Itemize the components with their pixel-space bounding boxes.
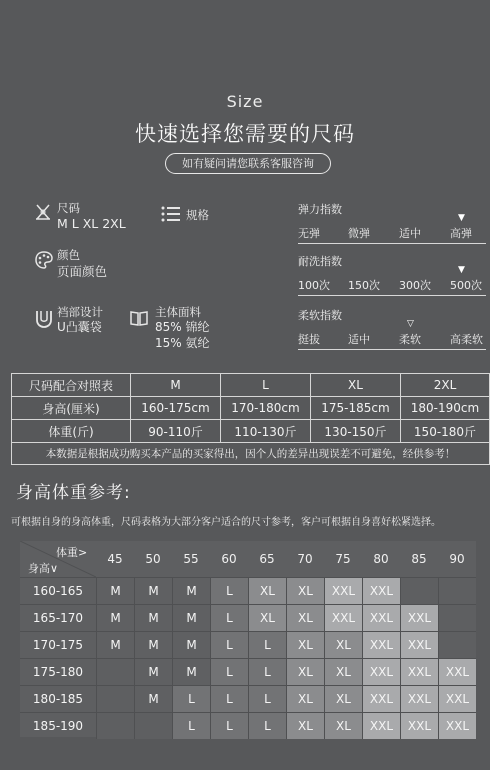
size-grid-cell [96,658,134,685]
size-grid-cell: M [134,577,172,604]
weight-header: 70 [297,552,313,566]
size-grid-cell: XL [286,604,324,631]
size-table-footnote-row [12,443,490,465]
fabric-composition-2: 15% 氨纶 [155,336,210,350]
size-grid-cell [134,712,172,739]
size-grid-cell: M [134,604,172,631]
weight-header: 50 [145,552,161,566]
scale-title: 耐洗指数 [298,255,342,268]
size-grid-cell: L [248,712,286,739]
size-table-title: 尺码配合对照表 [12,374,131,397]
size-grid-cell: XL [286,577,324,604]
size-grid-cell: XL [286,658,324,685]
size-grid-cell [438,631,476,658]
size-grid-cell [438,577,476,604]
color-value: 页面颜色 [57,264,108,279]
size-grid-cell: XXL [362,685,400,712]
table-cell: 130-150斤 [311,420,401,443]
size-grid-cell: L [210,685,248,712]
size-grid-cell: XXL [438,685,476,712]
height-row-label: 165-170 [20,604,96,631]
size-table-header-row [12,374,490,397]
scale-selected-marker-icon: ▼ [458,265,465,275]
crotch-design-label: 裆部设计 [57,305,103,319]
list-icon [161,206,181,226]
scale-option: 适中 [399,227,421,240]
fabric-composition-1: 85% 锦纶 [155,320,210,334]
size-grid-cell: XL [248,604,286,631]
size-grid-cell: XXL [362,577,400,604]
row-label-weight: 体重(斤) [12,420,131,443]
size-grid-cell: L [248,658,286,685]
table-cell: 175-185cm [311,397,401,420]
weight-header: 65 [259,552,275,566]
scale-option: 150次 [348,279,380,292]
size-col-l: L [221,374,311,397]
size-table-footnote: 本数据是根据成功购买本产品的买家得出，因个人的差异出现误差不可避免，经供参考！ [12,443,490,465]
size-grid-cell: M [172,658,210,685]
table-cell: 110-130斤 [221,420,311,443]
scale-option: 柔软 [399,333,421,346]
weight-header: 60 [221,552,237,566]
size-grid-cell: L [172,685,210,712]
size-label: 尺码 [57,201,80,215]
size-grid-cell: M [172,631,210,658]
size-grid-cell: M [134,658,172,685]
size-col-xl: XL [311,374,401,397]
weight-header: 75 [335,552,351,566]
size-grid-cell: XXL [400,631,438,658]
height-weight-grid [20,541,476,737]
corner-height-label: 身高∨ [28,562,59,575]
size-grid-cell [400,577,438,604]
size-grid-cell: L [210,658,248,685]
size-grid-cell: L [210,631,248,658]
size-grid-cell: L [210,604,248,631]
size-grid-cell: XXL [362,712,400,739]
scale-divider [298,349,486,350]
contact-service-note: 如有疑问请您联系客服咨询 [165,153,331,174]
size-grid-cell: XXL [362,604,400,631]
size-grid-cell: XXL [362,631,400,658]
weight-header: 55 [183,552,199,566]
size-grid-cell: XL [324,712,362,739]
corner-weight-label: 体重> [56,546,88,559]
size-grid-cell: XL [324,685,362,712]
scale-option: 500次 [450,279,482,292]
book-icon [130,310,148,330]
page-title: 快速选择您需要的尺码 [135,122,355,146]
size-grid-cell: XXL [438,658,476,685]
size-grid-cell: XL [286,712,324,739]
size-table-row [12,420,490,443]
weight-header: 85 [411,552,427,566]
size-grid-cell: XXL [400,712,438,739]
size-grid-cell: XL [248,577,286,604]
size-grid-cell [96,712,134,739]
size-grid-cell: L [248,631,286,658]
size-grid-cell: XXL [400,658,438,685]
size-grid-cell: XXL [438,712,476,739]
size-grid-cell: XXL [400,604,438,631]
size-grid-cell: XL [324,631,362,658]
size-chart-table [11,373,490,465]
reference-title: 身高体重参考: [16,483,131,503]
color-label: 颜色 [57,248,80,262]
scale-option: 挺拔 [298,333,320,346]
size-grid-cell: XXL [324,604,362,631]
size-grid-cell: M [96,604,134,631]
weight-header: 90 [449,552,465,566]
size-grid-cell [438,604,476,631]
scale-option: 微弹 [348,227,370,240]
height-row-label: 180-185 [20,685,96,712]
size-col-m: M [131,374,221,397]
size-grid-cell: M [134,631,172,658]
size-grid-cell: M [172,604,210,631]
size-grid-cell: L [248,685,286,712]
scale-option: 100次 [298,279,330,292]
size-grid-cell: L [210,577,248,604]
size-grid-cell: M [96,631,134,658]
scale-title: 柔软指数 [298,309,342,322]
size-grid-cell: XXL [400,685,438,712]
scale-option: 高柔软 [450,333,483,346]
scale-option: 300次 [399,279,431,292]
size-grid-cell [96,685,134,712]
u-shape-icon [34,309,54,333]
scale-divider [298,243,486,244]
size-heading: Size [226,92,264,111]
size-grid-cell: XXL [362,658,400,685]
spec-label: 规格 [186,208,209,222]
row-label-height: 身高(厘米) [12,397,131,420]
size-icon [34,203,52,225]
size-grid-cell: XXL [324,577,362,604]
scale-option: 高弹 [450,227,472,240]
weight-header: 45 [107,552,123,566]
height-row-label: 160-165 [20,577,96,604]
size-grid-cell: L [210,712,248,739]
fabric-label: 主体面料 [155,305,201,319]
height-row-label: 185-190 [20,712,96,739]
size-values: M L XL 2XL [57,216,126,231]
scale-selected-marker-icon: ▽ [407,319,414,329]
table-cell: 160-175cm [131,397,221,420]
size-col-2xl: 2XL [401,374,490,397]
crotch-design-value: U凸囊袋 [57,320,102,334]
reference-description: 可根据自身的身高体重，尺码表格为大部分客户适合的尺寸参考，客户可根据自身喜好松紧选择。 [11,517,441,528]
height-row-label: 170-175 [20,631,96,658]
size-grid-cell: M [96,577,134,604]
height-row-label: 175-180 [20,658,96,685]
size-grid-cell: M [172,577,210,604]
size-grid-cell: L [172,712,210,739]
palette-icon [34,250,54,274]
size-grid-cell: XL [286,685,324,712]
weight-header: 80 [373,552,389,566]
scale-divider [298,295,486,296]
table-cell: 170-180cm [221,397,311,420]
scale-title: 弹力指数 [298,203,342,216]
size-table-row [12,397,490,420]
scale-selected-marker-icon: ▼ [458,213,465,223]
table-cell: 150-180斤 [401,420,490,443]
scale-option: 无弹 [298,227,320,240]
size-grid-cell: XL [286,631,324,658]
scale-option: 适中 [348,333,370,346]
table-cell: 180-190cm [401,397,490,420]
size-grid-cell: M [134,685,172,712]
table-cell: 90-110斤 [131,420,221,443]
size-grid-cell: XL [324,658,362,685]
